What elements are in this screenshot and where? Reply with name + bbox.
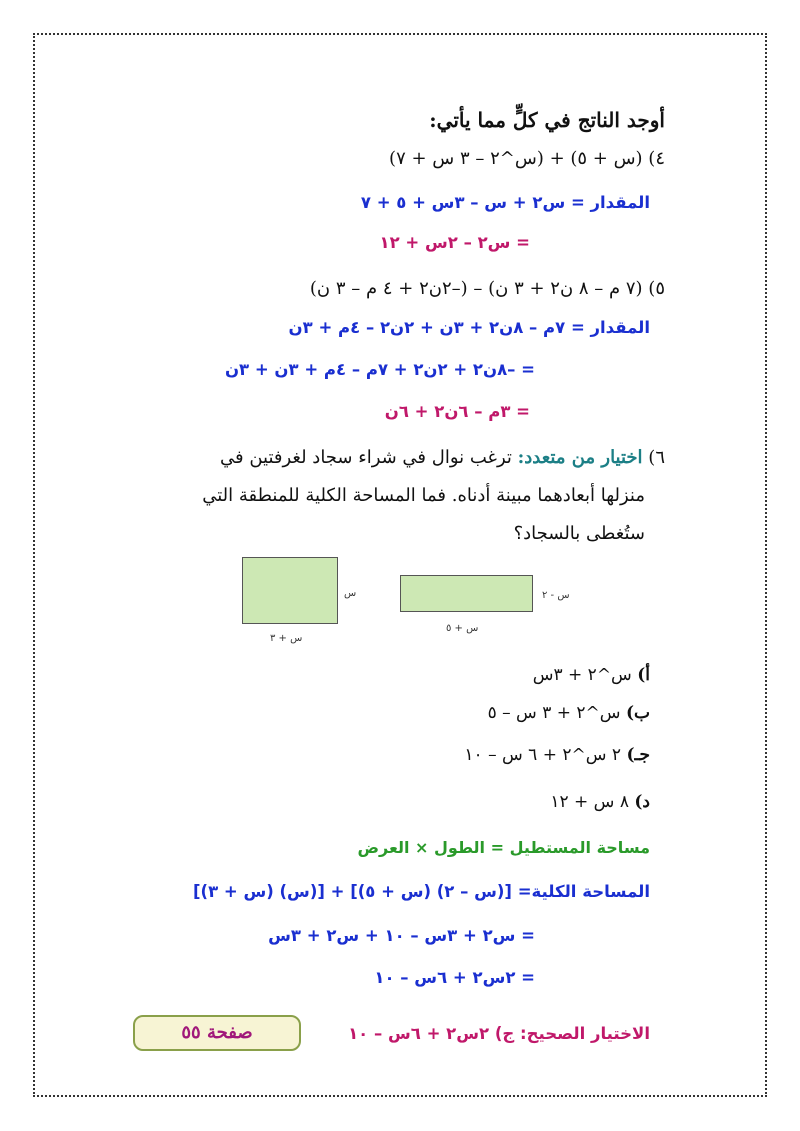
room-small-side-label: س - ٢ — [542, 590, 570, 601]
exercise-6-number: ٦) — [648, 447, 665, 468]
option-c-letter: جـ) — [626, 745, 650, 765]
option-c — [464, 745, 650, 765]
option-b — [488, 703, 650, 723]
total-area-line-1: المساحة الكلية= [(س – ٢) (س + ٥)] + [(س) (س + ٣)] — [192, 882, 650, 901]
area-rule: مساحة المستطيل = الطول × العرض — [357, 838, 650, 857]
option-d-text: ٨ س + ١٢ — [550, 792, 629, 812]
exercise-4-problem: ٤) (س + ٥) + (س^٢ – ٣ س + ٧) — [389, 148, 665, 169]
total-area-line-2: = س٢ + ٣س – ١٠ + س٢ + ٣س — [268, 926, 535, 945]
correct-answer: الاختيار الصحيح: ج) ٢س٢ + ٦س – ١٠ — [348, 1024, 650, 1043]
exercise-5-step-1: المقدار = ٧م – ٨ن٢ + ٣ن + ٢ن٢ – ٤م + ٣ن — [288, 318, 650, 337]
exercise-6-text-2: منزلها أبعادهما مبينة أدناه. فما المساحة الكلية للمنطقة التي — [202, 485, 645, 506]
exercise-5-problem: ٥) (٧ م – ٨ ن٢ + ٣ ن) – (–٢ن٢ + ٤ م – ٣ ن) — [309, 278, 665, 299]
room-large-side-label: س — [344, 588, 357, 599]
exercise-6-label: اختيار من متعدد: — [517, 447, 643, 468]
room-rect-large — [242, 557, 338, 624]
room-small-bottom-label: س + ٥ — [446, 623, 479, 634]
option-a-letter: أ) — [637, 665, 650, 685]
page-heading: أوجد الناتج في كلٍّ مما يأتي: — [429, 108, 665, 132]
exercise-6-text-3: ستُغطى بالسجاد؟ — [513, 523, 645, 544]
room-large-bottom-label: س + ٣ — [270, 633, 303, 644]
exercise-6-text-1: ترغب نوال في شراء سجاد لغرفتين في — [219, 447, 512, 468]
exercise-6-intro-line-1 — [220, 447, 665, 468]
option-c-text: ٢ س^٢ + ٦ س – ١٠ — [464, 745, 622, 765]
option-a-text: س^٢ + ٣س — [532, 665, 632, 685]
page-number-badge: صفحة ٥٥ — [133, 1015, 301, 1051]
option-d — [550, 792, 650, 812]
total-area-line-3: = ٢س٢ + ٦س – ١٠ — [374, 968, 535, 987]
option-b-letter: ب) — [625, 703, 650, 723]
exercise-5-result: = ٣م – ٦ن٢ + ٦ن — [384, 402, 530, 421]
option-b-text: س^٢ + ٣ س – ٥ — [487, 703, 621, 723]
option-d-letter: د) — [634, 792, 650, 812]
room-rect-small — [400, 575, 533, 612]
exercise-5-step-2: = –٨ن٢ + ٢ن٢ + ٧م – ٤م + ٣ن + ٣ن — [224, 360, 535, 379]
exercise-4-step: المقدار = س٢ + س – ٣س + ٥ + ٧ — [360, 193, 650, 212]
option-a — [533, 665, 650, 685]
exercise-4-result: = س٢ – ٢س + ١٢ — [379, 233, 530, 252]
